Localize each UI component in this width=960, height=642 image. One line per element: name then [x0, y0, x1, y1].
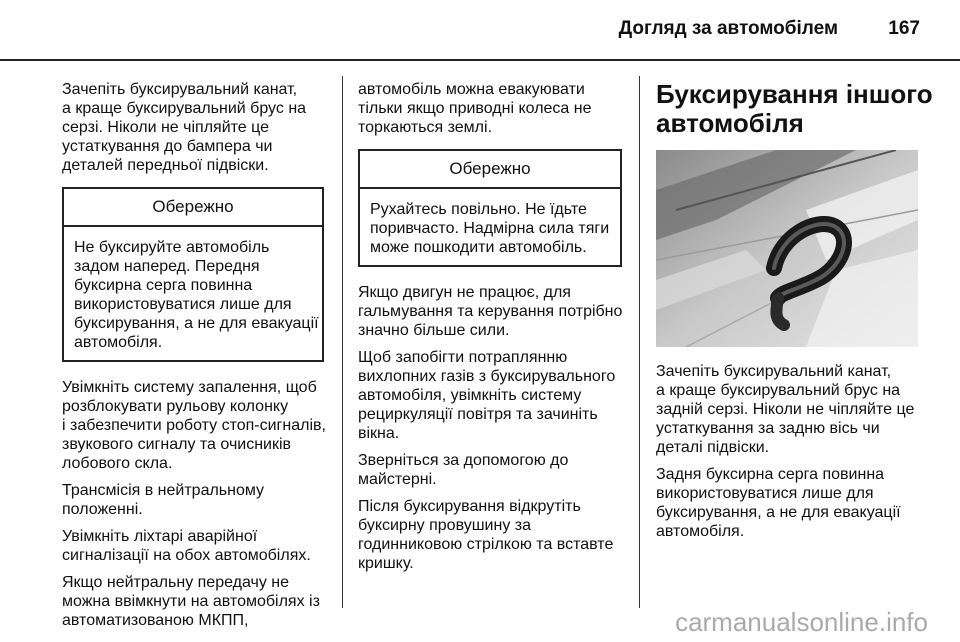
paragraph: Увімкніть систему запалення, щоб розблокувати рульову колонку і забезпечити роботу стоп-сигналів, звукового сигналу та очисників лобового скла. — [62, 379, 326, 472]
section-title: Буксирування іншого автомобіля — [656, 79, 933, 138]
header-rule — [0, 59, 960, 61]
watermark: carmanualsonline.info — [675, 607, 928, 637]
paragraph: Якщо двигун не працює, для гальмування та керування потрібно значно більше сили. — [358, 284, 623, 339]
paragraph: Увімкніть ліхтарі аварійної сигналізації на обох автомобілях. — [62, 528, 311, 564]
header-title: Догляд за автомобілем — [618, 18, 838, 39]
tow-eye-photo — [656, 150, 918, 347]
column-divider-2 — [639, 76, 640, 608]
column-3 — [656, 79, 933, 549]
paragraph: Задня буксирна серга повинна використовуватися лише для буксирування, а не для евакуації автомобіля. — [656, 466, 901, 540]
column-divider-1 — [342, 76, 343, 608]
column-1 — [62, 80, 324, 638]
caution-title: Обережно — [64, 189, 322, 227]
caution-box — [358, 149, 622, 267]
paragraph: Зверніться за допомогою до майстерні. — [358, 452, 569, 488]
tow-eye-illustration — [656, 150, 918, 347]
caution-text: Рухайтесь повільно. Не їдьте поривчасто. Надмірна сила тяги може пошкодити автомобіль. — [370, 201, 610, 256]
paragraph: Зачепіть буксирувальний канат, а краще буксирувальний брус на задній серзі. Ніколи не чіпляйте це устаткування за задню вісь чи деталі підвіски. — [656, 363, 915, 456]
paragraph: автомобіль можна евакуювати тільки якщо приводні колеса не торкаються землі. — [358, 81, 592, 136]
caution-box — [62, 187, 324, 362]
column-2 — [358, 80, 622, 581]
caution-title: Обережно — [360, 151, 620, 189]
paragraph: Після буксирування відкрутіть буксирну провушину за годинниковою стрілкою та вставте кришку. — [358, 498, 614, 572]
paragraph: Щоб запобігти потраплянню вихлопних газів з буксирувального автомобіля, увімкніть систему рециркуляції повітря та зачиніть вікна. — [358, 349, 616, 442]
page-number: 167 — [888, 18, 920, 39]
caution-text: Не буксируйте автомобіль задом наперед. Передня буксирна серга повинна використовуватися лише для буксирування, а не для евакуації автомобіля. — [74, 239, 319, 351]
paragraph: Трансмісія в нейтральному положенні. — [62, 482, 265, 518]
paragraph: Зачепіть буксирувальний канат, а краще буксирувальний брус на серзі. Ніколи не чіпляйте це устаткування до бампера чи деталей передньої підвіски. — [62, 81, 307, 174]
paragraph: Якщо нейтральну передачу не можна ввімкнути на автомобілях із автоматизованою МКПП, — [62, 574, 320, 629]
